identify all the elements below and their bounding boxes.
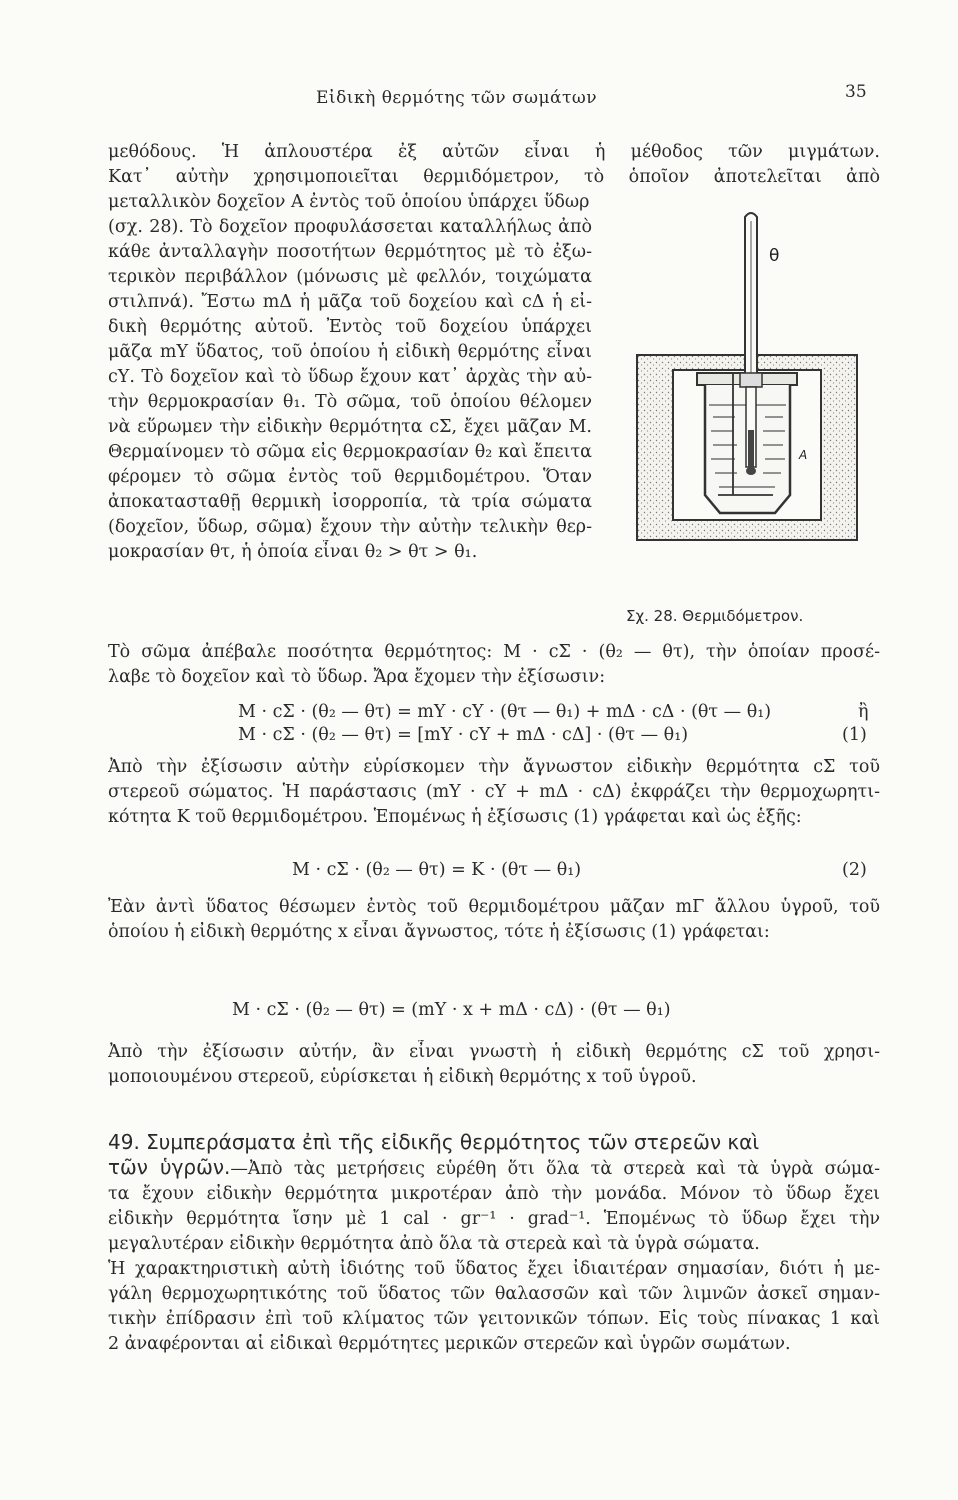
calorimeter-diagram xyxy=(625,205,865,605)
text-line: κότητα Κ τοῦ θερμιδομέτρου. Ἑπομένως ἡ ἐξίσωσις (1) γράφεται καὶ ὡς ἑξῆς: xyxy=(108,807,802,827)
text-line: μεγαλυτέραν εἰδικὴν θερμότητα ἀπὸ ὅλα τὰ στερεὰ καὶ τὰ ὑγρὰ σώματα. xyxy=(108,1234,760,1254)
text-line: ὁποίου ἡ εἰδικὴ θερμότης x εἶναι ἄγνωστος, τότε ἡ ἐξίσωσις (1) γράφεται: xyxy=(108,922,770,942)
page-header xyxy=(0,82,958,118)
text-line: τερικὸν περιβάλλον (μόνωσις μὲ φελλόν, τοιχώματα xyxy=(108,267,592,287)
text-line: γάλη θερμοχωρητικότης τοῦ ὕδατος τῶν θαλασσῶν καὶ τῶν λιμνῶν ἀσκεῖ σημαν- xyxy=(108,1284,880,1304)
equation-1-number: (1) xyxy=(842,725,867,745)
section-49 xyxy=(108,1130,880,1357)
text-line: στιλπνά). Ἔστω mΔ ἡ μᾶζα τοῦ δοχείου καὶ cΔ ἡ εἰ- xyxy=(108,292,592,312)
text-line: ἀποκατασταθῇ θερμικὴ ἰσορροπία, τὰ τρία σώματα xyxy=(108,492,592,512)
section-heading-end: τῶν ὑγρῶν. xyxy=(108,1155,231,1179)
calorimeter-figure xyxy=(625,205,865,625)
text-line: μοποιουμένου στερεοῦ, εὑρίσκεται ἡ εἰδικὴ θερμότης x τοῦ ὑγροῦ. xyxy=(108,1067,697,1087)
text-line: τικὴν ἐπίδρασιν ἐπὶ τοῦ κλίματος τῶν γειτονικῶν τόπων. Εἰς τοὺς πίνακας 1 καὶ xyxy=(108,1309,880,1329)
text-line: cΥ. Τὸ δοχεῖον καὶ τὸ ὕδωρ ἔχουν κατ᾽ ἀρχὰς τὴν αὐ- xyxy=(108,367,592,387)
text-line: νὰ εὕρωμεν τὴν εἰδικὴν θερμότητα cΣ, ἔχει μᾶζαν Μ. xyxy=(108,417,592,437)
equation-3: Μ · cΣ · (θ₂ — θτ) = (mΥ · x + mΔ · cΔ) · (θτ — θ₁) xyxy=(232,1000,671,1020)
text-line: Ἀπὸ τὴν ἐξίσωσιν αὐτὴν εὑρίσκομεν τὴν ἄγνωστον εἰδικὴν θερμότητα cΣ τοῦ xyxy=(108,757,880,777)
text-line: εἰδικὴν θερμότητα ἴσην μὲ 1 cal · gr⁻¹ · grad⁻¹. Ἑπομένως τὸ ὕδωρ ἔχει τὴν xyxy=(108,1209,880,1229)
text-line: Κατ᾽ αὐτὴν χρησιμοποιεῖται θερμιδόμετρον, τὸ ὁποῖον ἀποτελεῖται ἀπὸ xyxy=(108,167,880,187)
wrapped-paragraph xyxy=(108,215,592,565)
equation-a: Μ · cΣ · (θ₂ — θτ) = mΥ · cΥ · (θτ — θ₁) + mΔ · cΔ · (θτ — θ₁) xyxy=(238,702,772,722)
section-first-line: —Ἀπὸ τὰς μετρήσεις εὑρέθη ὅτι ὅλα τὰ στερεὰ καὶ τὰ ὑγρὰ σώμα- xyxy=(230,1159,880,1179)
intro-paragraph xyxy=(108,140,880,215)
equation-2-number: (2) xyxy=(842,860,867,880)
text-line: Τὸ σῶμα ἀπέβαλε ποσότητα θερμότητος: Μ · cΣ · (θ₂ — θτ), τὴν ὁποίαν προσέ- xyxy=(108,642,880,662)
conclusion-paragraph xyxy=(108,1040,880,1090)
text-line: μεθόδους. Ἡ ἁπλουστέρα ἐξ αὐτῶν εἶναι ἡ μέθοδος τῶν μιγμάτων. xyxy=(108,142,880,162)
vessel-a-label: Α xyxy=(799,448,808,462)
text-line: μᾶζα mΥ ὕδατος, τοῦ ὁποίου ἡ εἰδικὴ θερμότης εἶναι xyxy=(108,342,592,362)
heat-capacity-paragraph xyxy=(108,755,880,830)
text-line: 2 ἀναφέρονται αἱ εἰδικαὶ θερμότητες μερικῶν στερεῶν καὶ ὑγρῶν σωμάτων. xyxy=(108,1334,791,1354)
text-line: Ἐὰν ἀντὶ ὕδατος θέσωμεν ἐντὸς τοῦ θερμιδομέτρου μᾶζαν mΓ ἄλλου ὑγροῦ, τοῦ xyxy=(108,897,880,917)
text-line: (σχ. 28). Τὸ δοχεῖον προφυλάσσεται καταλλήλως ἀπὸ xyxy=(108,217,592,237)
heat-balance-paragraph xyxy=(108,640,880,690)
page-number: 35 xyxy=(845,82,867,102)
text-line: τὴν θερμοκρασίαν θ₁. Τὸ σῶμα, τοῦ ὁποίου θέλομεν xyxy=(108,392,592,412)
running-title: Εἰδικὴ θερμότης τῶν σωμάτων xyxy=(316,88,598,108)
text-line: μεταλλικὸν δοχεῖον Α ἐντὸς τοῦ ὁποίου ὑπάρχει ὕδωρ xyxy=(108,192,590,212)
text-line: στερεοῦ σώματος. Ἡ παράστασις (mΥ · cΥ + mΔ · cΔ) ἐκφράζει τὴν θερμοχωρητι- xyxy=(108,782,880,802)
equation-1: Μ · cΣ · (θ₂ — θτ) = [mΥ · cΥ + mΔ · cΔ] · (θτ — θ₁) xyxy=(238,725,689,745)
equation-a-suffix: ἢ xyxy=(858,702,869,722)
liquid-paragraph xyxy=(108,895,880,945)
text-line: δικὴ θερμότης αὐτοῦ. Ἐντὸς τοῦ δοχείου ὑπάρχει xyxy=(108,317,592,337)
text-line: λαβε τὸ δοχεῖον καὶ τὸ ὕδωρ. Ἄρα ἔχομεν τὴν ἐξίσωσιν: xyxy=(108,667,606,687)
text-line: Ἀπὸ τὴν ἐξίσωσιν αὐτήν, ἂν εἶναι γνωστὴ ἡ εἰδικὴ θερμότης cΣ τοῦ χρησι- xyxy=(108,1042,880,1062)
text-line: φέρομεν τὸ σῶμα ἐντὸς τοῦ θερμιδομέτρου. Ὅταν xyxy=(108,467,592,487)
section-heading: 49. Συμπεράσματα ἐπὶ τῆς εἰδικῆς θερμότητος τῶν στερεῶν καὶ xyxy=(108,1130,760,1154)
text-line: κάθε ἀνταλλαγὴν ποσοτήτων θερμότητος μὲ τὸ ἐξω- xyxy=(108,242,592,262)
figure-caption: Σχ. 28. Θερμιδόμετρον. xyxy=(626,607,804,625)
text-line: μοκρασίαν θτ, ἡ ὁποία εἶναι θ₂ > θτ > θ₁. xyxy=(108,542,478,562)
text-line: Ἡ χαρακτηριστικὴ αὐτὴ ἰδιότης τοῦ ὕδατος ἔχει ἰδιαιτέραν σημασίαν, διότι ἡ με- xyxy=(108,1259,880,1279)
text-line: τα ἔχουν εἰδικὴν θερμότητα μικροτέραν ἀπὸ τὴν μονάδα. Μόνον τὸ ὕδωρ ἔχει xyxy=(108,1184,880,1204)
theta-label: θ xyxy=(769,246,780,266)
equation-2: Μ · cΣ · (θ₂ — θτ) = Κ · (θτ — θ₁) xyxy=(292,860,582,880)
text-line: Θερμαίνομεν τὸ σῶμα εἰς θερμοκρασίαν θ₂ καὶ ἔπειτα xyxy=(108,442,592,462)
text-line: (δοχεῖον, ὕδωρ, σῶμα) ἔχουν τὴν αὐτὴν τελικὴν θερ- xyxy=(108,517,592,537)
section-heading-continuation xyxy=(108,1155,880,1182)
